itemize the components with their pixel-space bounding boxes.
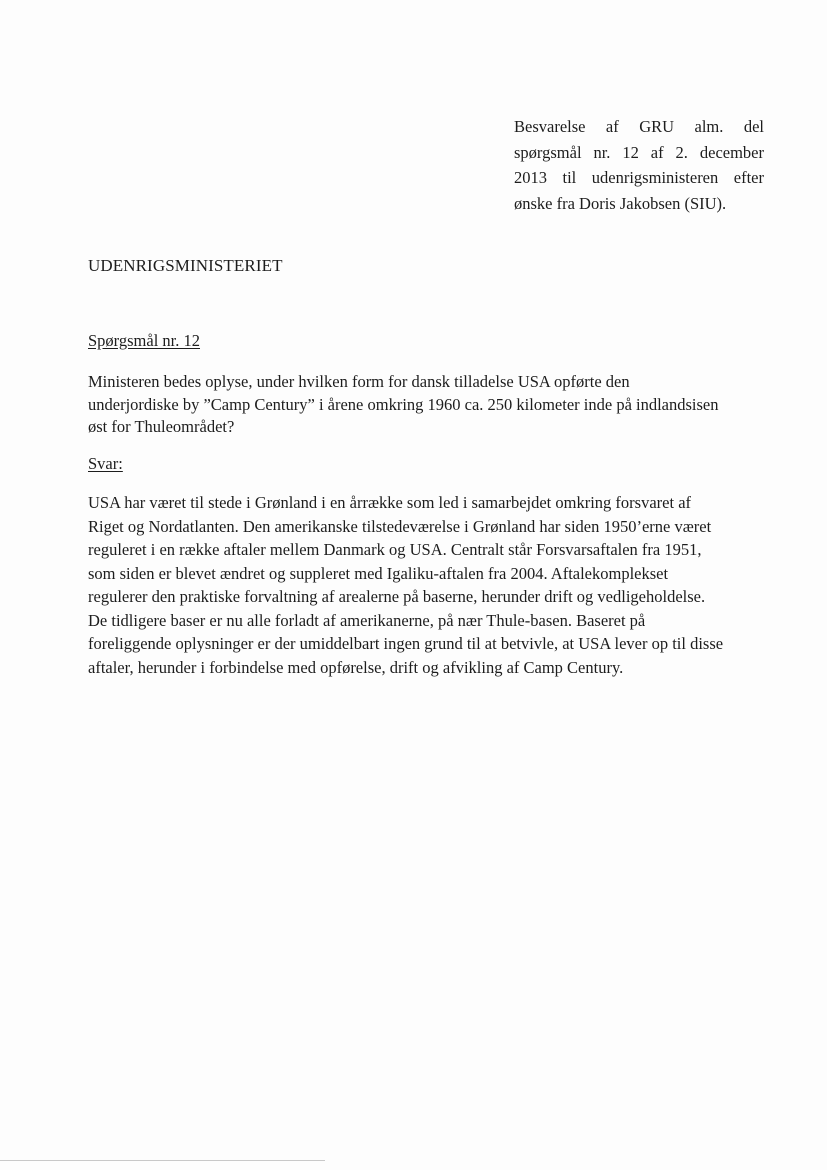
reference-line: Besvarelse af GRU alm. del bbox=[514, 117, 764, 136]
answer-line: aftaler, herunder i forbindelse med opførelse, drift og afvikling af Camp Century. bbox=[88, 657, 624, 677]
scan-edge-divider bbox=[0, 1160, 325, 1161]
question-heading: Spørgsmål nr. 12 bbox=[88, 331, 200, 350]
answer-line: reguleret i en række aftaler mellem Danmark og USA. Centralt står Forsvarsaftalen fra 1951, bbox=[88, 540, 702, 559]
reference-block bbox=[514, 114, 764, 216]
reference-line: spørgsmål nr. 12 af 2. december bbox=[514, 142, 764, 162]
reference-line: ønske fra Doris Jakobsen (SIU). bbox=[514, 193, 727, 213]
answer-line: De tidligere baser er nu alle forladt af amerikanerne, på nær Thule-basen. Baseret på bbox=[88, 610, 646, 630]
question-line: Ministeren bedes oplyse, under hvilken form for dansk tilladelse USA opførte den bbox=[88, 372, 630, 391]
answer-line: regulerer den praktiske forvaltning af arealerne på baserne, herunder drift og vedligeholdelse. bbox=[88, 587, 706, 606]
reference-line: 2013 til udenrigsministeren efter bbox=[514, 168, 764, 187]
answer-text bbox=[88, 491, 763, 679]
answer-line: USA har været til stede i Grønland i en årrække som led i samarbejdet omkring forsvaret af bbox=[88, 493, 692, 512]
ministry-name: UDENRIGSMINISTERIET bbox=[88, 256, 283, 275]
question-line: øst for Thuleområdet? bbox=[88, 417, 235, 436]
answer-line: foreliggende oplysninger er der umiddelbart ingen grund til at betvivle, at USA lever op til disse bbox=[88, 634, 724, 653]
question-line: underjordiske by ”Camp Century” i årene omkring 1960 ca. 250 kilometer inde på indlandsisen bbox=[88, 394, 719, 414]
answer-line: Riget og Nordatlanten. Den amerikanske tilstedeværelse i Grønland har siden 1950’erne været bbox=[88, 516, 712, 536]
question-text bbox=[88, 371, 758, 439]
answer-heading: Svar: bbox=[88, 454, 123, 473]
answer-line: som siden er blevet ændret og suppleret med Igaliku-aftalen fra 2004. Aftalekomplekset bbox=[88, 563, 669, 583]
